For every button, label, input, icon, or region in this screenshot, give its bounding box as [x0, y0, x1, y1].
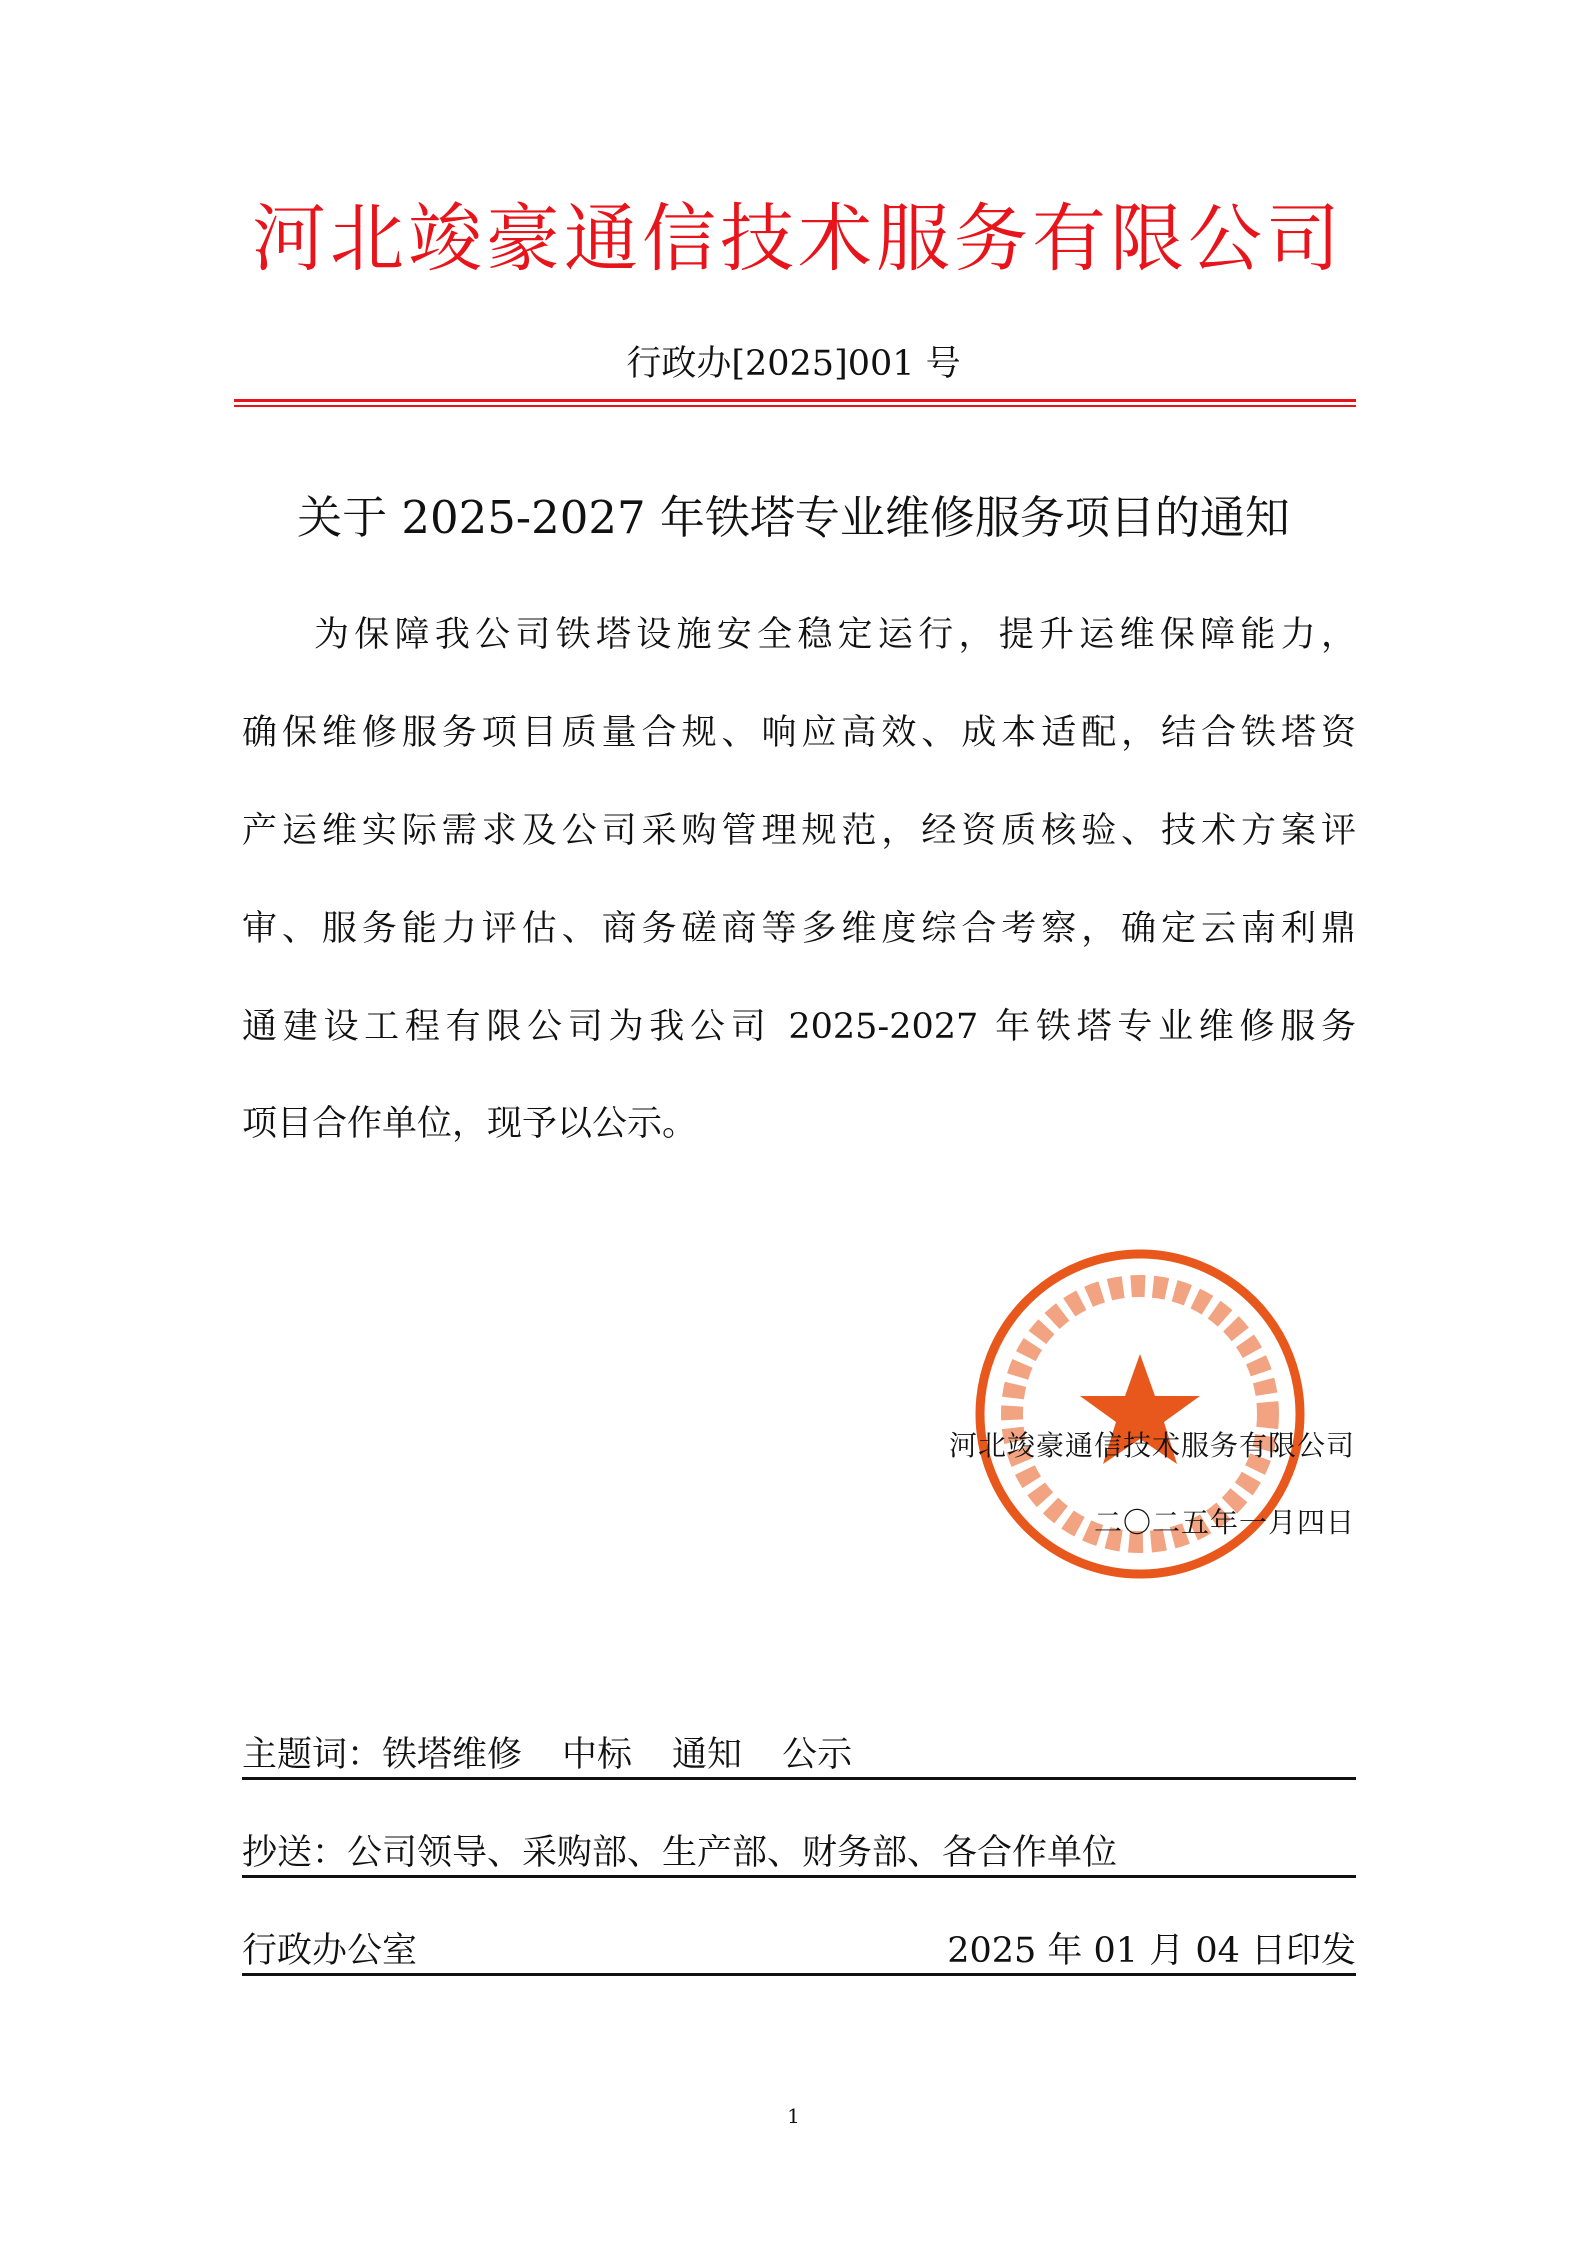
body-line: 审、服务能力评估、商务磋商等多维度综合考察，确定云南利鼎 [242, 909, 1356, 949]
keywords-label: 主题词： [242, 1735, 383, 1775]
keyword: 公示 [782, 1735, 853, 1775]
body-line: 产运维实际需求及公司采购管理规范，经资质核验、技术方案评 [242, 811, 1356, 851]
issue-date: 2025 年 01 月 04 日印发 [947, 1931, 1356, 1971]
red-divider-thin [234, 405, 1356, 407]
cc-list: 公司领导、采购部、生产部、财务部、各合作单位 [347, 1833, 1118, 1873]
keyword: 中标 [562, 1735, 633, 1775]
body-line: 确保维修服务项目质量合规、响应高效、成本适配，结合铁塔资 [242, 713, 1356, 753]
body-line: 项目合作单位，现予以公示。 [242, 1104, 698, 1144]
cc-label: 抄送： [242, 1833, 348, 1873]
keyword: 铁塔维修 [382, 1735, 523, 1775]
signature-company: 河北竣豪通信技术服务有限公司 [948, 1429, 1355, 1462]
body-line: 通建设工程有限公司为我公司 2025-2027 年铁塔专业维修服务 [242, 1007, 1356, 1047]
red-divider-thick [234, 399, 1356, 402]
keyword: 通知 [672, 1735, 743, 1775]
document-number: 行政办[2025]001 号 [626, 344, 961, 384]
company-letterhead-title: 河北竣豪通信技术服务有限公司 [252, 196, 1344, 282]
page-number: 1 [787, 2104, 800, 2128]
keywords-row [242, 1733, 1356, 1780]
issuer: 行政办公室 [242, 1931, 418, 1971]
body-line: 为保障我公司铁塔设施安全稳定运行，提升运维保障能力， [314, 615, 1356, 655]
signature-date: 二〇二五年一月四日 [1093, 1506, 1355, 1539]
issue-row [242, 1929, 1356, 1976]
notice-title: 关于 2025-2027 年铁塔专业维修服务项目的通知 [297, 491, 1290, 544]
cc-row [242, 1831, 1356, 1878]
